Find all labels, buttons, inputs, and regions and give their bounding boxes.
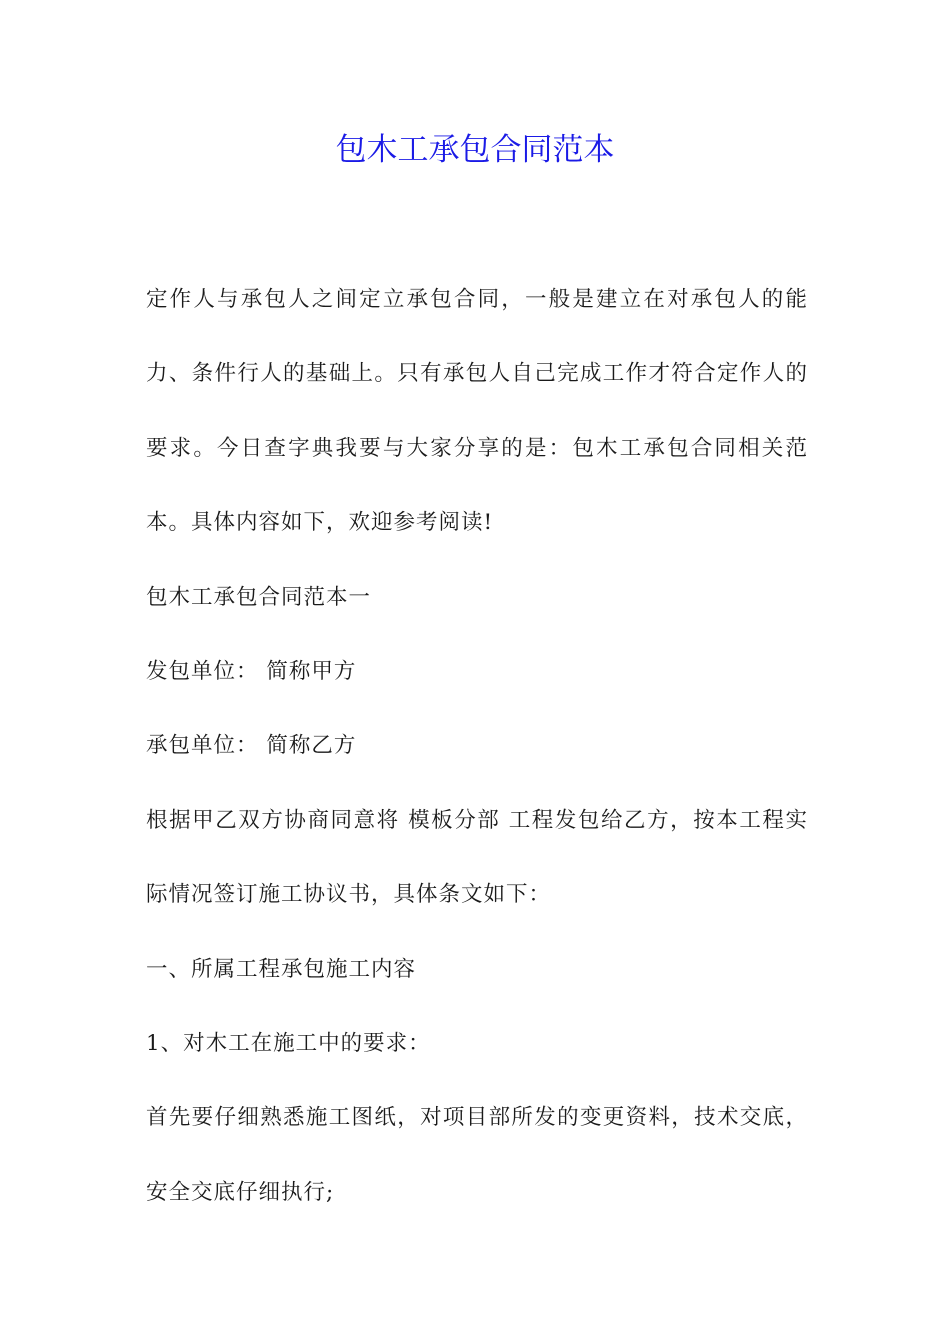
document-title: 包木工承包合同范本 xyxy=(335,132,615,168)
paragraph-subclause-heading: 1、对木工在施工中的要求： xyxy=(146,1031,431,1057)
paragraph-employer: 发包单位： 简称甲方 xyxy=(146,659,357,685)
document-body xyxy=(146,263,808,1230)
paragraph-clause-heading: 一、所属工程承包施工内容 xyxy=(146,956,417,982)
paragraph-agreement: 根据甲乙双方协商同意将 模板分部 工程发包给乙方，按本工程实际情况签订施工协议书，具体条文如下： xyxy=(146,807,808,908)
paragraph-section-heading: 包木工承包合同范本一 xyxy=(146,584,372,610)
paragraph-contractor: 承包单位： 简称乙方 xyxy=(146,733,357,759)
paragraph-requirements: 首先要仔细熟悉施工图纸，对项目部所发的变更资料，技术交底，安全交底仔细执行; xyxy=(146,1105,808,1205)
paragraph-intro: 定作人与承包人之间定立承包合同，一般是建立在对承包人的能力、条件行人的基础上。只有承包人自己完成工作才符合定作人的要求。今日查字典我要与大家分享的是：包木工承包合同相关范本。具体内容如下，欢迎参考阅读! xyxy=(146,287,808,536)
